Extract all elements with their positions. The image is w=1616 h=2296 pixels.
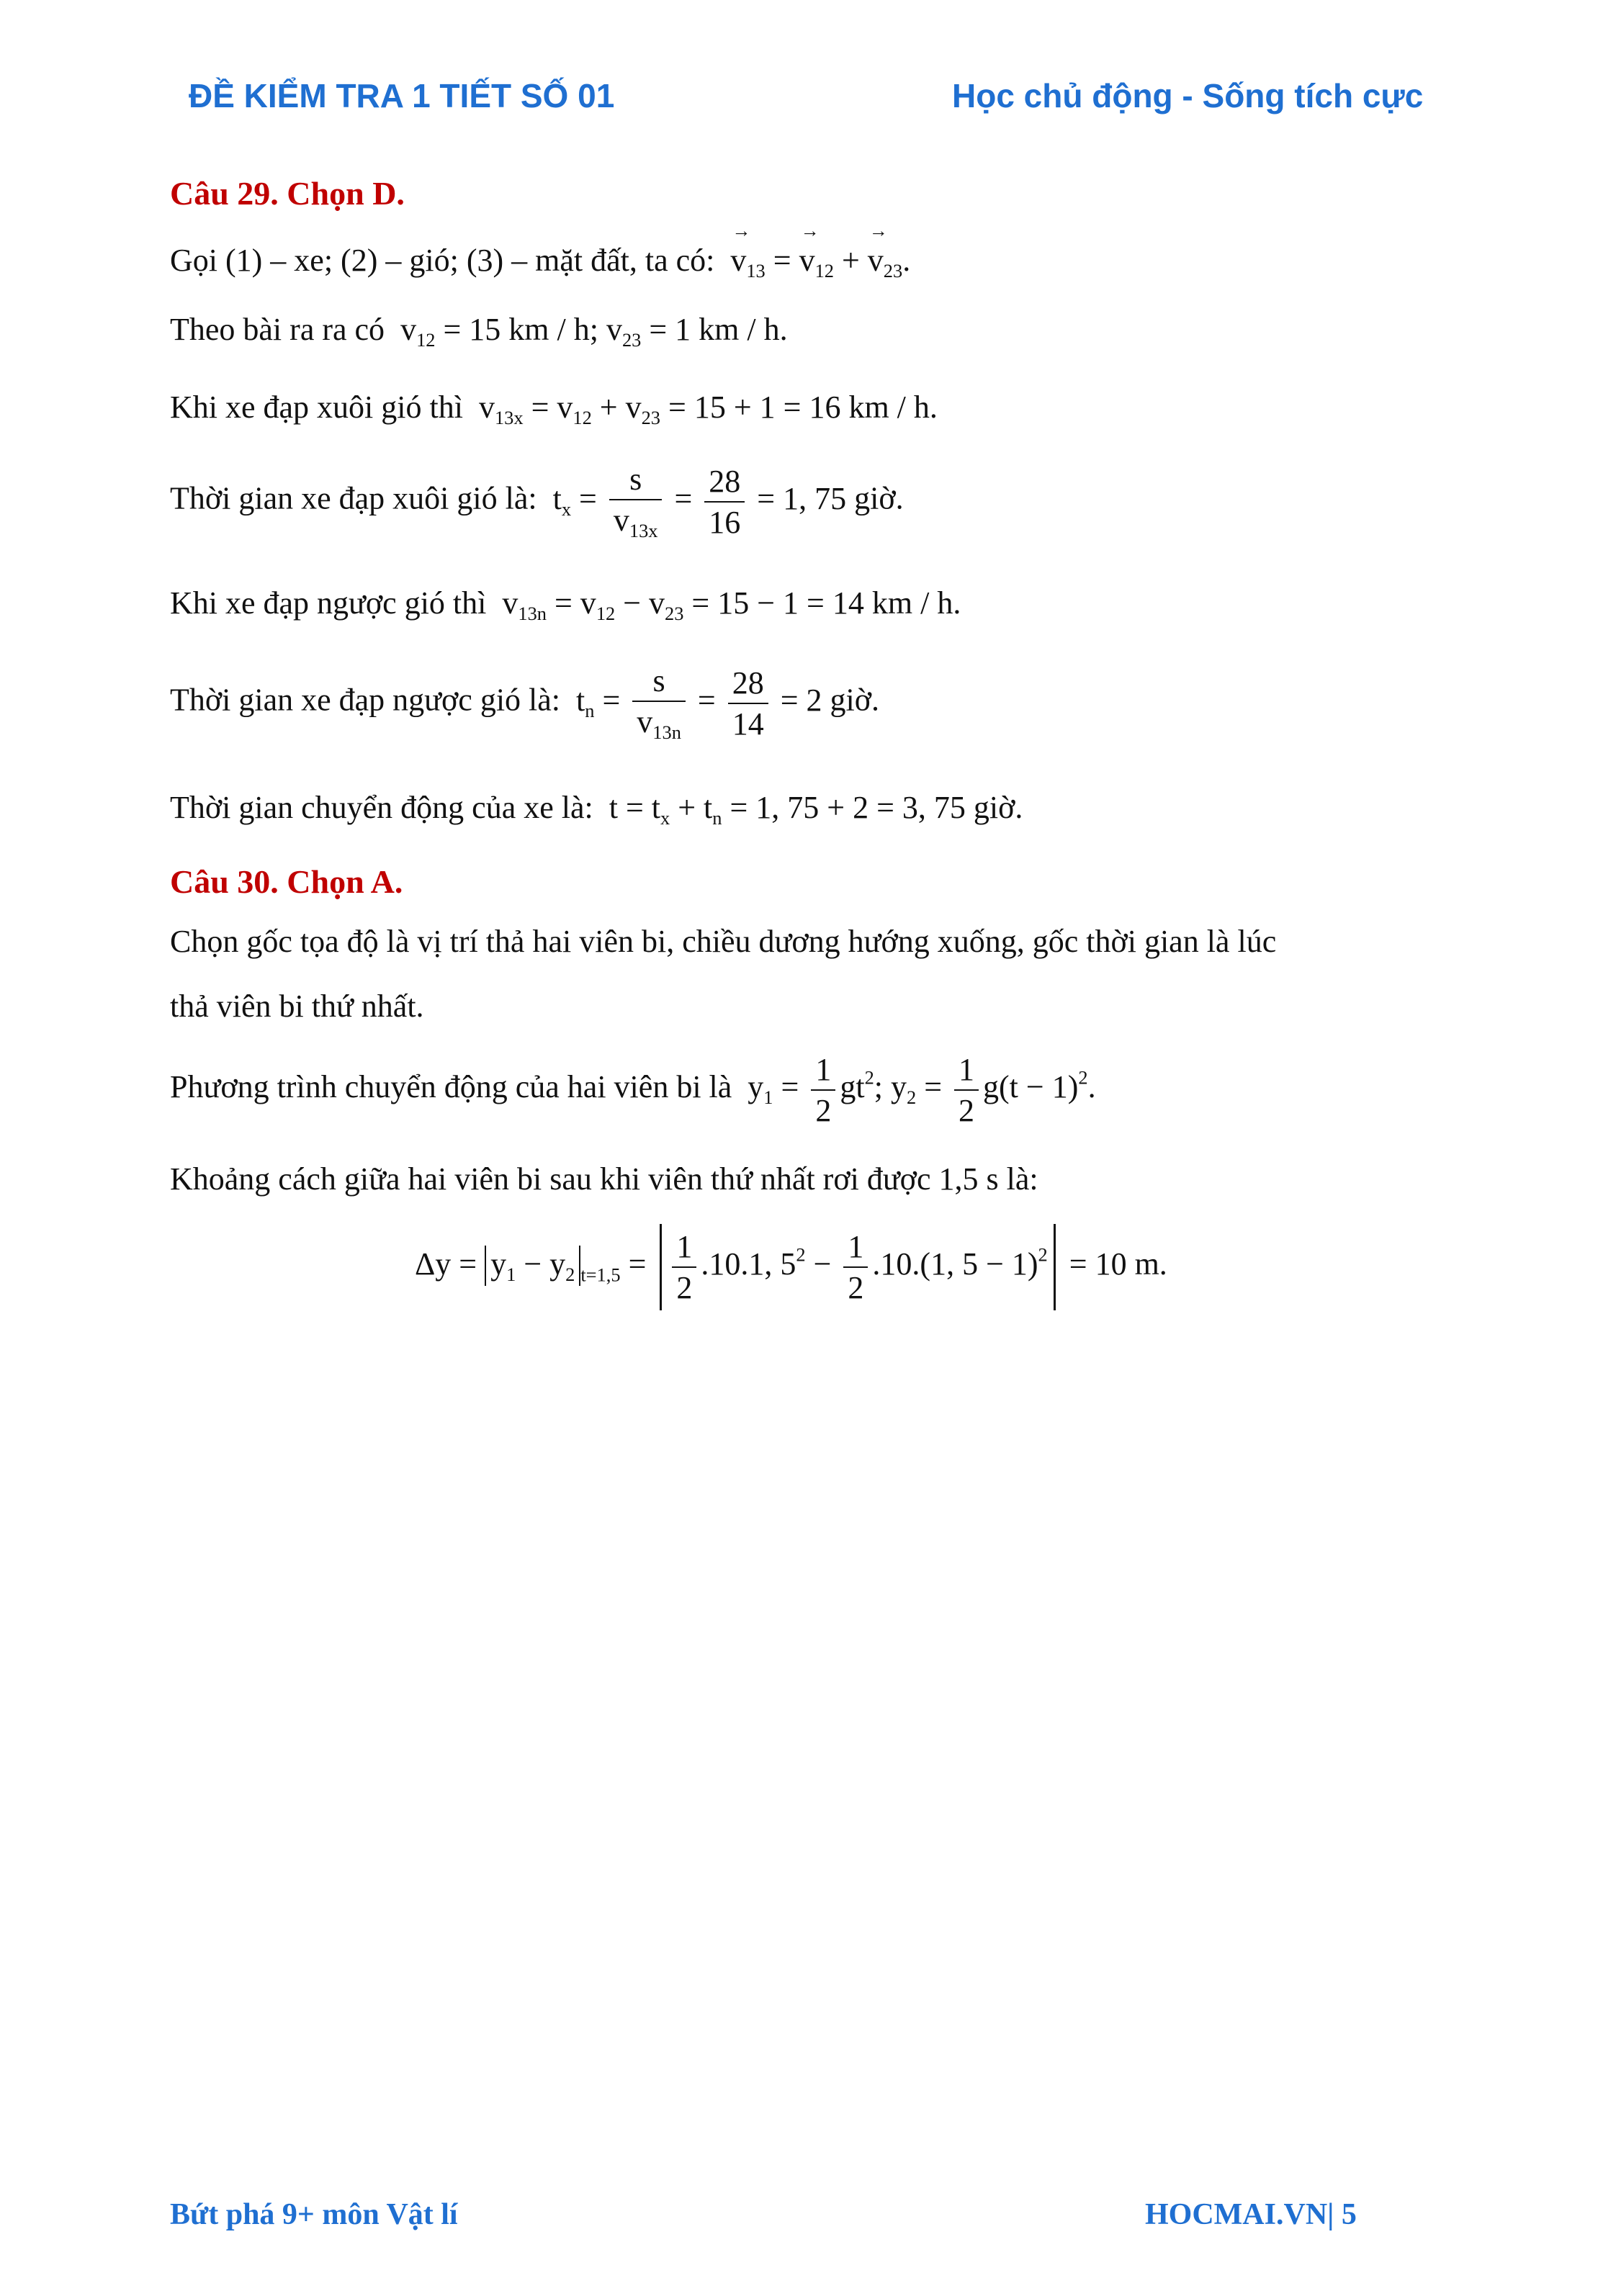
question-29-heading: Câu 29. Chọn D. bbox=[170, 175, 405, 212]
q30-para-1a: Chọn gốc tọa độ là vị trí thả hai viên bi, chiều dương hướng xuống, gốc thời gian là lúc bbox=[170, 924, 1277, 959]
header-slogan: Học chủ động - Sống tích cực bbox=[952, 77, 1424, 114]
q29-line-6: Thời gian xe đạp ngược gió là: $t_n$ = $\frac{s}{v_{13n}}$ = $\frac{28}{14}$ = 2 giờ. bbox=[170, 663, 880, 744]
header-title: ĐỀ KIỂM TRA 1 TIẾT SỐ 01 bbox=[189, 77, 615, 114]
q29-line-3: Khi xe đạp xuôi gió thì $v_{13x} = v_{12} + v_{23} = 15 + 1 = 16$ km / h. bbox=[170, 390, 938, 429]
q30-equation: $\Delta y = y_1 - y_2$ $_{t=1,5}$ = $\frac{1}{2}$ .10.1, $5^2$ − $\frac{1}{2}$ .10.(1, 5 − 1)$^2$ = 10 m. bbox=[415, 1224, 1167, 1310]
q29-line-2: Theo bài ra ra có $v_{12} = 15$ km / h; $v_{23} = 1$ km / h. bbox=[170, 312, 788, 351]
q29-line-5: Khi xe đạp ngược gió thì $v_{13n} = v_{12} - v_{23} = 15 - 1 = 14$ km / h. bbox=[170, 585, 961, 625]
q29-line-7: Thời gian chuyển động của xe là: $t = t_x + t_n = 1$, 75 + 2 = 3, 75 giờ. bbox=[170, 790, 1023, 829]
q29-line-1: Gọi (1) – xe; (2) – gió; (3) – mặt đất, ta có: → $v_{13}$ = → $v_{12}$ + → $v_{23}$. bbox=[170, 242, 910, 282]
q30-line-2: Phương trình chuyển động của hai viên bi là $y_1$ = $\frac{1}{2}$ $gt^2$; $y_2$ = $\frac{1}{2}$ $g(t - 1)^2$. bbox=[170, 1052, 1096, 1128]
footer-course: Bứt phá 9+ môn Vật lí bbox=[170, 2198, 458, 2231]
q29-line-4: Thời gian xe đạp xuôi gió là: $t_x$ = $\frac{s}{v_{13x}}$ = $\frac{28}{16}$ = 1, 75 giờ. bbox=[170, 462, 904, 542]
q30-line-3: Khoảng cách giữa hai viên bi sau khi viên thứ nhất rơi được 1,5 s là: bbox=[170, 1161, 1038, 1197]
footer-page: HOCMAI.VN| 5 bbox=[1145, 2198, 1357, 2231]
q30-para-1b: thả viên bi thứ nhất. bbox=[170, 989, 424, 1024]
question-30-heading: Câu 30. Chọn A. bbox=[170, 863, 403, 900]
